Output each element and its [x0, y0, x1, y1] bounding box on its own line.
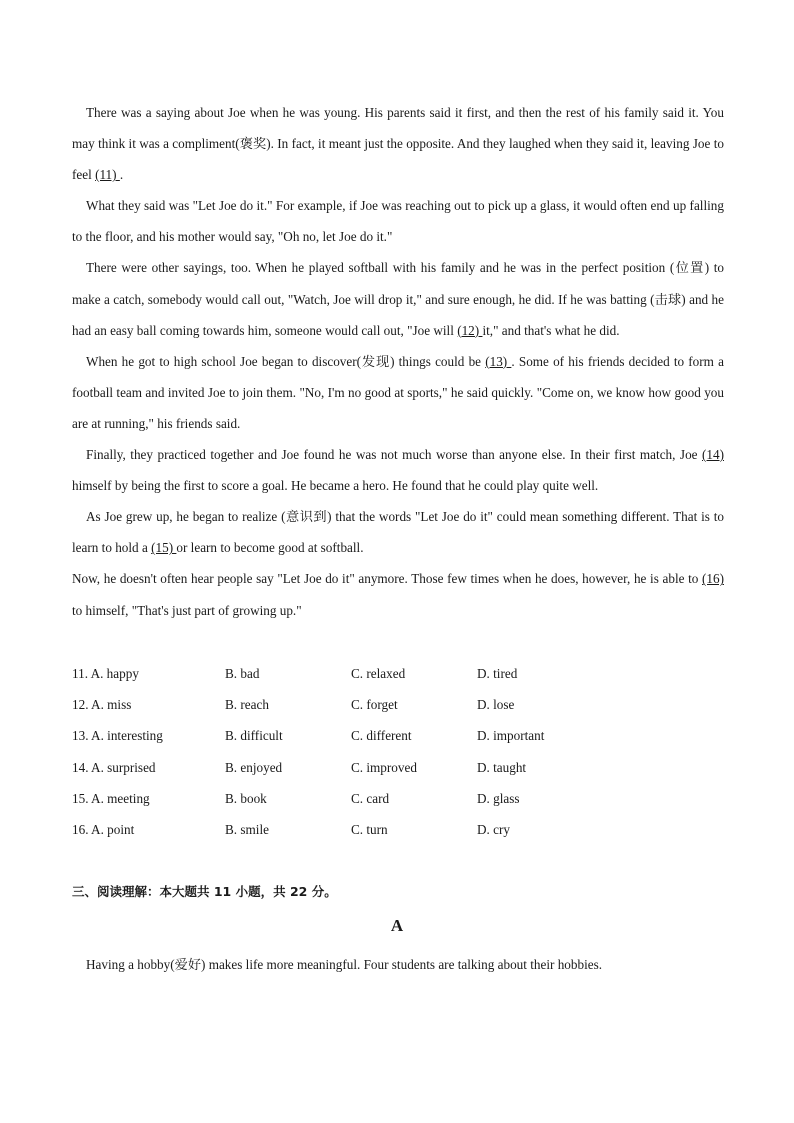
option-b: B. book [225, 790, 267, 806]
option-b: B. bad [225, 666, 260, 681]
blank-16: (16) [702, 571, 724, 587]
option-d: D. cry [477, 821, 510, 837]
cloze-passage [72, 97, 724, 626]
paragraph-6: As Joe grew up, he began to realize (意识到) that the words "Let Joe do it" could mean something different. That is to learn to hold a (15) or learn to become good at softball. [72, 509, 724, 556]
option-a: 12. A. miss [72, 697, 132, 713]
question-row [72, 689, 724, 720]
option-d: D. important [477, 728, 545, 744]
paragraph-3: There were other sayings, too. When he played softball with his family and he was in the perfect position (位置) to make a catch, somebody would call out, "Watch, Joe will drop it," and sure enough, he did. If he was batting (击球) and he had an easy ball coming towards him, someone would call out, "Joe will (12) it," and that's what he did. [72, 260, 724, 338]
option-a: 13. A. interesting [72, 728, 163, 744]
section-heading: 三、阅读理解：本大题共 11 小题，共 22 分。 [72, 884, 337, 899]
question-row [72, 752, 724, 783]
paragraph-7: Now, he doesn't often hear people say "Let Joe do it" anymore. Those few times when he does, however, he is able to (16) to himself, "That's just part of growing up." [72, 571, 724, 618]
option-c: C. different [351, 728, 412, 744]
paragraph-4: When he got to high school Joe began to discover(发现) things could be (13) . Some of his friends decided to form a football team and invited Joe to join them. "No, I'm no good at sports," he said quickly. "Come on, we know how good you are at running," his friends said. [72, 353, 724, 431]
option-d: D. lose [477, 697, 515, 713]
question-row [72, 720, 724, 751]
question-row [72, 783, 724, 814]
option-c: C. turn [351, 821, 388, 837]
option-a: 14. A. surprised [72, 759, 156, 775]
option-a: 15. A. meeting [72, 790, 150, 806]
paragraph-1: There was a saying about Joe when he was young. His parents said it first, and then the rest of his family said it. You may think it was a compliment(褒奖). In fact, it meant just the opposite. And they laughed when they said it, leaving Joe to feel (11) . [72, 105, 724, 183]
question-row [72, 658, 724, 689]
option-b: B. smile [225, 821, 269, 837]
blank-15: (15) [151, 540, 177, 556]
option-a: 16. A. point [72, 821, 135, 837]
paragraph-5: Finally, they practiced together and Joe found he was not much worse than anyone else. In their first match, Joe (14) himself by being the first to score a goal. He became a hero. He found that he could play quite well. [72, 447, 724, 494]
option-d: D. taught [477, 759, 527, 775]
paragraph-2: What they said was "Let Joe do it." For example, if Joe was reaching out to pick up a glass, it would often end up falling to the floor, and his mother would say, "Oh no, let Joe do it." [72, 198, 724, 245]
option-d: D. tired [477, 666, 518, 681]
option-d: D. glass [477, 790, 520, 806]
passage-heading: A [390, 916, 404, 935]
option-b: B. difficult [225, 728, 283, 744]
option-b: B. enjoyed [225, 759, 283, 775]
reading-intro: Having a hobby(爱好) makes life more meaningful. Four students are talking about their hobbies. [86, 957, 603, 972]
option-c: C. forget [351, 697, 398, 713]
option-a: 11. A. happy [72, 666, 139, 681]
blank-13: (13) [485, 353, 512, 369]
option-c: C. improved [351, 759, 417, 775]
option-b: B. reach [225, 697, 269, 713]
answer-options [72, 658, 724, 845]
blank-14: (14) [702, 447, 724, 463]
question-row [72, 814, 724, 845]
blank-12: (12) [457, 322, 483, 338]
blank-11: (11) [95, 167, 120, 183]
option-c: C. relaxed [351, 666, 406, 681]
option-c: C. card [351, 790, 390, 806]
